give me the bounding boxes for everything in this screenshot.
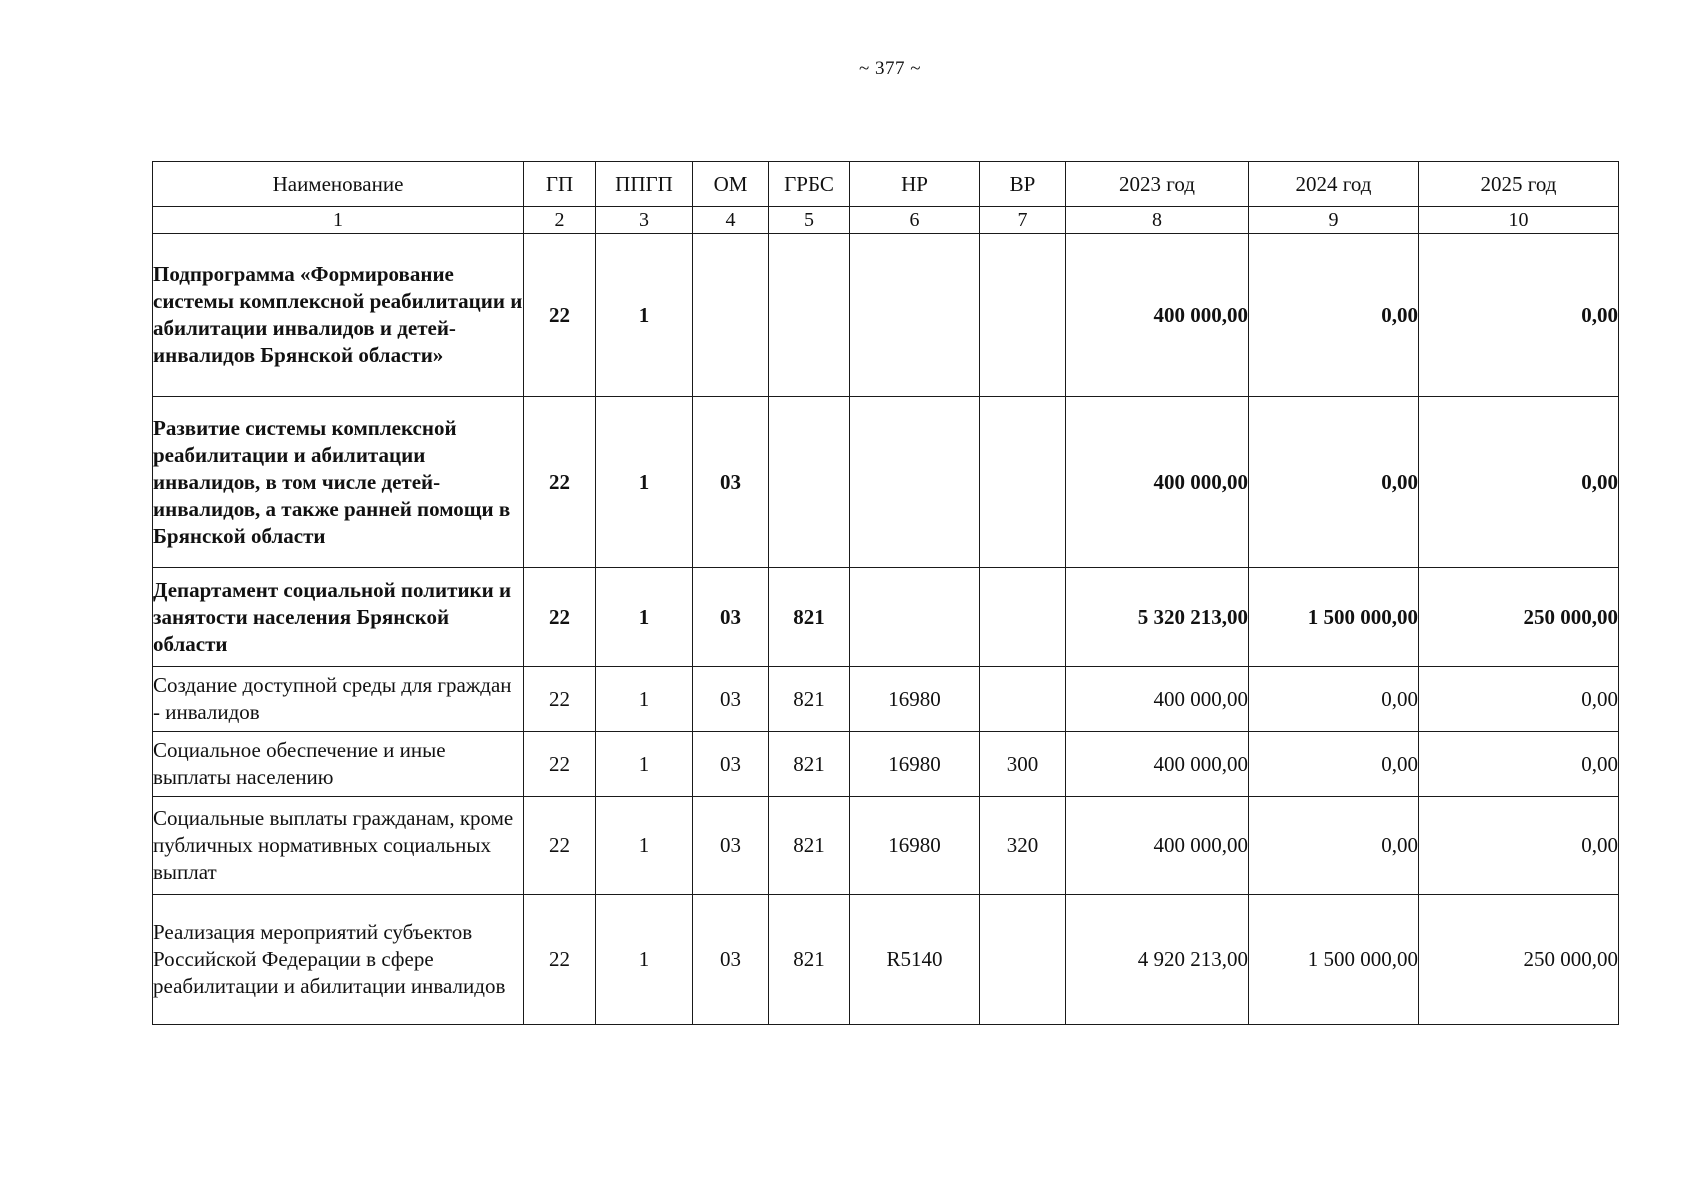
column-header-2023: 2023 год — [1066, 162, 1249, 207]
table-row — [153, 667, 1619, 732]
cell-gp: 22 — [524, 568, 596, 667]
cell-vr: 320 — [980, 797, 1066, 895]
row-name: Департамент социальной политики и занятости населения Брянской области — [153, 568, 524, 667]
table-row — [153, 895, 1619, 1025]
cell-vr — [980, 397, 1066, 568]
cell-nr: 16980 — [850, 667, 980, 732]
row-name: Подпрограмма «Формирование системы комплексной реабилитации и абилитации инвалидов и детей-инвалидов Брянской области» — [153, 234, 524, 397]
column-number-row — [153, 207, 1619, 234]
cell-om: 03 — [693, 568, 769, 667]
cell-vr — [980, 667, 1066, 732]
column-number: 10 — [1419, 207, 1619, 234]
table-row — [153, 797, 1619, 895]
cell-2023: 400 000,00 — [1066, 732, 1249, 797]
cell-nr: 16980 — [850, 797, 980, 895]
column-header-gp: ГП — [524, 162, 596, 207]
column-number: 9 — [1249, 207, 1419, 234]
cell-2024: 0,00 — [1249, 797, 1419, 895]
column-header-om: ОМ — [693, 162, 769, 207]
cell-2023: 400 000,00 — [1066, 667, 1249, 732]
column-header-2025: 2025 год — [1419, 162, 1619, 207]
column-number: 5 — [769, 207, 850, 234]
cell-2024: 0,00 — [1249, 732, 1419, 797]
cell-2023: 400 000,00 — [1066, 234, 1249, 397]
cell-ppgp: 1 — [596, 667, 693, 732]
cell-gp: 22 — [524, 797, 596, 895]
cell-grbs: 821 — [769, 732, 850, 797]
cell-grbs — [769, 397, 850, 568]
cell-nr — [850, 568, 980, 667]
table-row — [153, 732, 1619, 797]
cell-gp: 22 — [524, 895, 596, 1025]
cell-2024: 1 500 000,00 — [1249, 895, 1419, 1025]
table-row — [153, 397, 1619, 568]
cell-2025: 250 000,00 — [1419, 895, 1619, 1025]
column-number: 4 — [693, 207, 769, 234]
cell-2025: 0,00 — [1419, 667, 1619, 732]
cell-2023: 400 000,00 — [1066, 797, 1249, 895]
cell-om — [693, 234, 769, 397]
cell-ppgp: 1 — [596, 568, 693, 667]
column-number: 2 — [524, 207, 596, 234]
cell-grbs: 821 — [769, 797, 850, 895]
cell-vr — [980, 568, 1066, 667]
column-number: 8 — [1066, 207, 1249, 234]
cell-grbs: 821 — [769, 568, 850, 667]
column-header-nr: НР — [850, 162, 980, 207]
cell-2023: 400 000,00 — [1066, 397, 1249, 568]
cell-om: 03 — [693, 895, 769, 1025]
cell-ppgp: 1 — [596, 397, 693, 568]
column-number: 1 — [153, 207, 524, 234]
cell-2024: 0,00 — [1249, 667, 1419, 732]
cell-om: 03 — [693, 397, 769, 568]
column-number: 7 — [980, 207, 1066, 234]
cell-2024: 0,00 — [1249, 234, 1419, 397]
cell-om: 03 — [693, 797, 769, 895]
cell-gp: 22 — [524, 667, 596, 732]
cell-2025: 0,00 — [1419, 234, 1619, 397]
column-number: 6 — [850, 207, 980, 234]
row-name: Реализация мероприятий субъектов Российской Федерации в сфере реабилитации и абилитации инвалидов — [153, 895, 524, 1025]
row-name: Социальные выплаты гражданам, кроме публичных нормативных социальных выплат — [153, 797, 524, 895]
cell-ppgp: 1 — [596, 732, 693, 797]
cell-nr — [850, 234, 980, 397]
cell-ppgp: 1 — [596, 234, 693, 397]
cell-vr: 300 — [980, 732, 1066, 797]
column-header-2024: 2024 год — [1249, 162, 1419, 207]
cell-2025: 250 000,00 — [1419, 568, 1619, 667]
cell-om: 03 — [693, 732, 769, 797]
column-header-name: Наименование — [153, 162, 524, 207]
cell-om: 03 — [693, 667, 769, 732]
cell-nr: R5140 — [850, 895, 980, 1025]
cell-nr — [850, 397, 980, 568]
cell-2024: 0,00 — [1249, 397, 1419, 568]
cell-gp: 22 — [524, 732, 596, 797]
cell-2023: 4 920 213,00 — [1066, 895, 1249, 1025]
cell-grbs: 821 — [769, 895, 850, 1025]
page-number: ~ 377 ~ — [858, 58, 922, 79]
header-row — [153, 162, 1619, 207]
cell-2025: 0,00 — [1419, 797, 1619, 895]
cell-gp: 22 — [524, 234, 596, 397]
cell-ppgp: 1 — [596, 797, 693, 895]
cell-2024: 1 500 000,00 — [1249, 568, 1419, 667]
column-header-grbs: ГРБС — [769, 162, 850, 207]
row-name: Создание доступной среды для граждан - инвалидов — [153, 667, 524, 732]
row-name: Развитие системы комплексной реабилитации и абилитации инвалидов, в том числе детей-инвалидов, а также ранней помощи в Брянской области — [153, 397, 524, 568]
cell-vr — [980, 234, 1066, 397]
cell-2025: 0,00 — [1419, 397, 1619, 568]
cell-vr — [980, 895, 1066, 1025]
cell-2023: 5 320 213,00 — [1066, 568, 1249, 667]
table-row — [153, 234, 1619, 397]
cell-nr: 16980 — [850, 732, 980, 797]
budget-table — [152, 161, 1619, 1025]
column-header-ppgp: ППГП — [596, 162, 693, 207]
table-row — [153, 568, 1619, 667]
cell-ppgp: 1 — [596, 895, 693, 1025]
cell-2025: 0,00 — [1419, 732, 1619, 797]
cell-grbs: 821 — [769, 667, 850, 732]
row-name: Социальное обеспечение и иные выплаты населению — [153, 732, 524, 797]
column-header-vr: ВР — [980, 162, 1066, 207]
cell-grbs — [769, 234, 850, 397]
column-number: 3 — [596, 207, 693, 234]
cell-gp: 22 — [524, 397, 596, 568]
